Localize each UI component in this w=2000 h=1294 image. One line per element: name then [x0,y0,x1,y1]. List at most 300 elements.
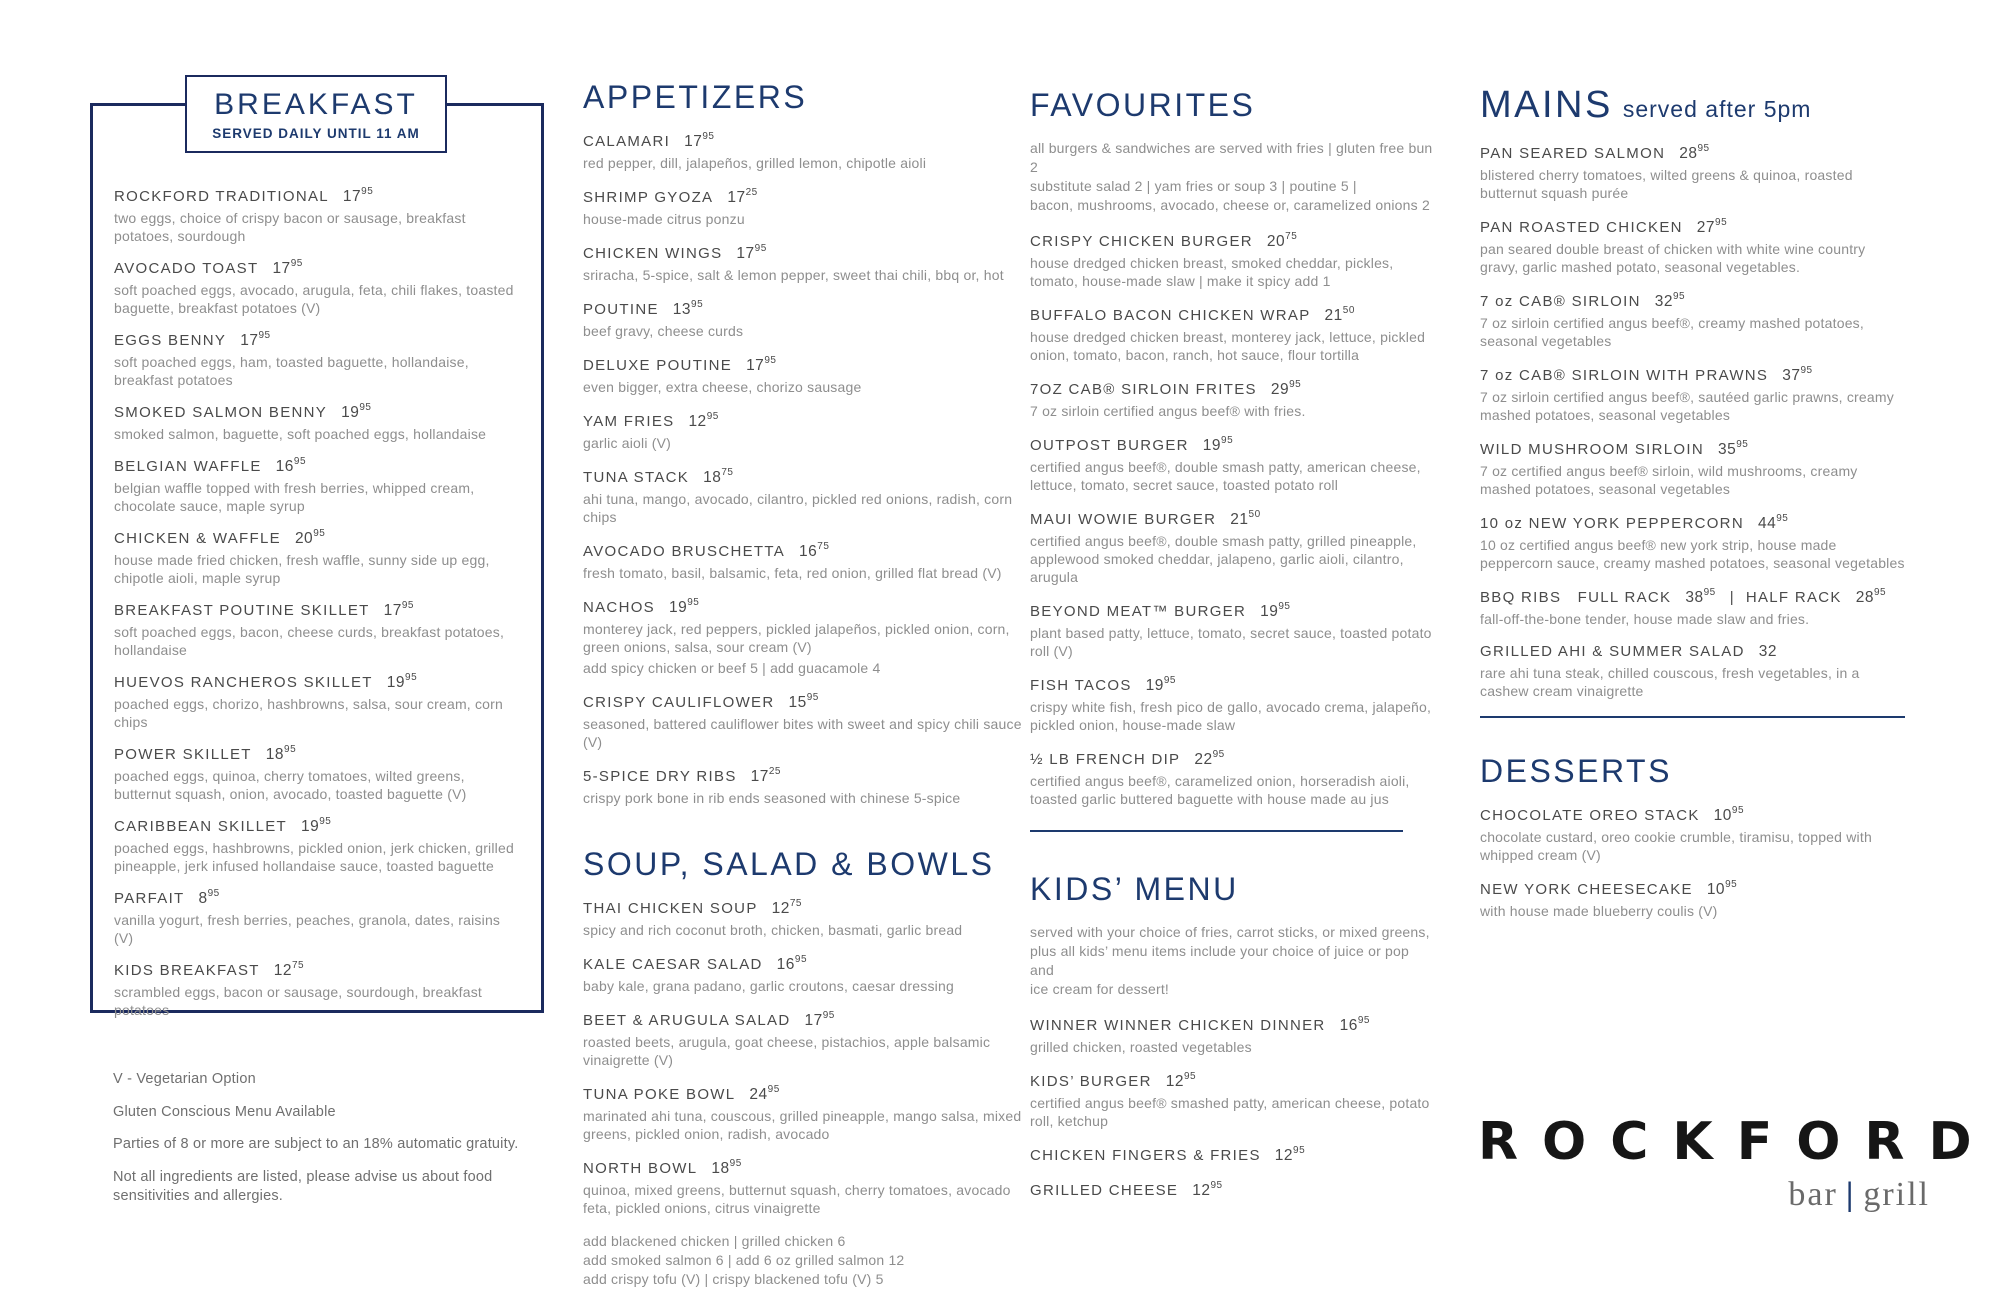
menu-item-description: smoked salmon, baguette, soft poached eggs, hollandaise [114,426,487,442]
menu-item-name: AVOCADO TOAST [114,260,259,277]
menu-item-price: $35^{95}$ [1717,438,1749,458]
menu-item-description: house dredged chicken breast, smoked cheddar, pickles, tomato, house-made slaw | make it spicy add 1 [1030,255,1394,290]
menu-item [1480,439,1905,498]
menu-item-description: 7 oz sirloin certified angus beef®, sautéed garlic prawns, creamy mashed potatoes, seasonal vegetables [1480,388,1894,423]
menu-item-name: BBQ RIBS FULL RACK [1480,588,1672,606]
menu-item-description: house made fried chicken, fresh waffle, sunny side up egg, chipotle aioli, maple syrup [114,552,490,586]
menu-item-price: $12^{95}$ [1274,1145,1306,1165]
menu-item-description: soft poached eggs, bacon, cheese curds, breakfast potatoes, hollandaise [114,624,505,658]
logo-tagline [1478,1176,1930,1214]
menu-item [1480,587,1905,628]
menu-item-name: TUNA STACK [583,469,690,487]
menu-item-name: CHOCOLATE OREO STACK [1480,806,1700,824]
menu-item-price: $44^{95}$ [1757,512,1789,532]
restaurant-logo [1478,1112,1996,1214]
menu-item-price: $22^{95}$ [1194,749,1225,769]
menu-item-name: CHICKEN & WAFFLE [114,530,281,547]
menu-item-description: red pepper, dill, jalapeños, grilled lemon, chipotle aioli [583,155,927,172]
menu-item [114,888,521,947]
menu-item-name: YAM FRIES [583,413,675,431]
menu-item-name: KALE CAESAR SALAD [583,956,763,974]
mains-items [1480,143,1905,700]
logo-tagline-grill: grill [1863,1176,1930,1213]
menu-item-header [1480,879,1905,899]
menu-item-description: house dredged chicken breast, monterey jack, lettuce, pickled onion, tomato, bacon, ranch, hot sauce, flour tortilla [1030,329,1426,364]
menu-item-header [1030,305,1435,325]
menu-item-description: grilled chicken, roasted vegetables [1030,1039,1252,1056]
intro-line: substitute salad 2 | yam fries or soup 3 | poutine 5 | [1030,178,1357,195]
menu-item-description: soft poached eggs, avocado, arugula, feta, chili flakes, toasted baguette, breakfast potatoes (V) [114,282,514,316]
menu-item-header [1480,291,1905,311]
menu-item [1480,365,1905,424]
breakfast-items [93,186,541,1019]
menu-item-name: BREAKFAST POUTINE SKILLET [114,602,370,619]
menu-item-price: $24^{95}$ [749,1084,780,1104]
menu-item-price: $19^{95}$ [668,597,700,617]
menu-item-description: monterey jack, red peppers, pickled jalapeños, pickled onion, corn, green onions, salsa, sour cream (V) [583,621,1010,656]
menu-item [1030,509,1435,586]
menu-item [583,299,1028,340]
soup-salad-bowls-items [583,898,1028,1217]
menu-item-header [583,131,1028,151]
menu-item [583,411,1028,452]
menu-item-name: 7OZ CAB® SIRLOIN FRITES [1030,381,1257,399]
menu-item-name: WILD MUSHROOM SIRLOIN [1480,440,1704,458]
menu-item [114,816,521,875]
menu-item-header [114,600,521,620]
menu-item-price: $16^{95}$ [275,456,307,475]
appetizers-items [583,131,1028,807]
menu-item-description: even bigger, extra cheese, chorizo sausage [583,379,862,396]
footnote: Gluten Conscious Menu Available [113,1103,336,1120]
menu-item [1030,675,1435,734]
menu-item [114,258,521,317]
menu-item [114,402,521,443]
column-favourites-kids [1030,88,1435,1215]
intro-line: served with your choice of fries, carrot sticks, or mixed greens, [1030,924,1430,941]
menu-item [583,1010,1028,1069]
menu-item-name: WINNER WINNER CHICKEN DINNER [1030,1017,1326,1035]
addon-line: add blackened chicken | grilled chicken 6 [583,1233,846,1250]
menu-item-description: vanilla yogurt, fresh berries, peaches, granola, dates, raisins (V) [114,912,501,946]
footnote: Not all ingredients are listed, please advise us about food sensitivities and allergies. [113,1168,493,1205]
menu-item-header [1480,365,1905,385]
menu-item-header [1030,1180,1435,1200]
menu-item-description: rare ahi tuna steak, chilled couscous, fresh vegetables, in a cashew cream vinaigrette [1480,664,1860,699]
menu-item-description-extra: add spicy chicken or beef 5 | add guacamole 4 [583,660,881,677]
menu-item-price: $15^{95}$ [788,692,819,712]
menu-item-price: $19^{95}$ [386,672,418,691]
breakfast-title-box [185,75,447,153]
menu-item-name: EGGS BENNY [114,332,227,349]
menu-item [114,960,521,1019]
menu-item-name: TUNA POKE BOWL [583,1086,736,1104]
appetizers-section [583,80,1028,807]
menu-item [583,766,1028,807]
menu-item-header [583,467,1028,487]
favourites-title: FAVOURITES [1030,87,1256,123]
breakfast-title: BREAKFAST [214,87,418,121]
menu-item-header [1030,1145,1435,1165]
menu-item-header [583,1010,1028,1030]
menu-item-price: $13^{95}$ [672,299,704,319]
mains-section [1480,85,1905,700]
menu-item-name: MAUI WOWIE BURGER [1030,511,1217,529]
menu-item-header [1030,435,1435,455]
appetizers-title: APPETIZERS [583,79,808,115]
favourites-items [1030,231,1435,808]
menu-item-price: $17^{25}$ [727,187,758,207]
menu-item [1030,1015,1435,1056]
menu-item-description: soft poached eggs, ham, toasted baguette, hollandaise, breakfast potatoes [114,354,469,388]
menu-item [1480,879,1905,920]
menu-item-name: CHICKEN WINGS [583,245,723,263]
addon-line: add smoked salmon 6 | add 6 oz grilled salmon 12 [583,1252,905,1269]
menu-item-description: plant based patty, lettuce, tomato, secret sauce, toasted potato roll (V) [1030,625,1432,660]
menu-item-description: two eggs, choice of crispy bacon or sausage, breakfast potatoes, sourdough [114,210,466,244]
menu-item-header [583,954,1028,974]
menu-item-name: PAN ROASTED CHICKEN [1480,218,1683,236]
menu-item-name-secondary: | HALF RACK [1729,588,1842,606]
menu-item-header [1030,1015,1435,1035]
menu-item-price: $17^{95}$ [684,131,715,151]
breakfast-section [90,87,544,1018]
menu-item-name: 10 oz NEW YORK PEPPERCORN [1480,514,1744,532]
menu-item-price: $17^{95}$ [804,1010,835,1030]
menu-item-header [583,299,1028,319]
menu-item [1030,435,1435,494]
menu-item-description: quinoa, mixed greens, butternut squash, cherry tomatoes, avocado feta, pickled onions, citrus vinaigrette [583,1182,1011,1217]
menu-item-header [583,243,1028,263]
menu-item-description: with house made blueberry coulis (V) [1480,902,1718,919]
menu-item-header [114,672,521,692]
menu-item-description: belgian waffle topped with fresh berries, whipped cream, chocolate sauce, maple syrup [114,480,475,514]
menu-item-price: $12^{75}$ [771,898,802,918]
menu-item-header [583,411,1028,431]
menu-item-name: DELUXE POUTINE [583,357,733,375]
menu-item-price: $16^{95}$ [776,954,808,974]
menu-item-header [1480,643,1905,661]
menu-item-header [583,766,1028,786]
menu-item-name: CALAMARI [583,133,671,151]
menu-item-name: NORTH BOWL [583,1160,698,1178]
menu-item-name: POUTINE [583,301,659,319]
menu-item-header [1480,513,1905,533]
menu-item-header [583,1084,1028,1104]
menu-item-name: GRILLED CHEESE [1030,1182,1179,1200]
menu-item [583,187,1028,228]
menu-item-description: poached eggs, chorizo, hashbrowns, salsa, sour cream, corn chips [114,696,504,730]
menu-item [1030,305,1435,364]
menu-item-header [583,898,1028,918]
menu-item-header [114,456,521,476]
intro-line: all burgers & sandwiches are served with fries | gluten free bun 2 [1030,140,1433,176]
menu-item-name: CRISPY CAULIFLOWER [583,694,775,712]
menu-item-name: KIDS’ BURGER [1030,1073,1152,1091]
menu-item [583,898,1028,939]
bowl-addons [583,1232,1028,1289]
addon-line: add crispy tofu (V) | crispy blackened tofu (V) 5 [583,1271,884,1288]
menu-item-header [583,355,1028,375]
menu-item [1030,1071,1435,1130]
footnote: Parties of 8 or more are subject to an 18% automatic gratuity. [113,1136,519,1153]
favourites-section [1030,88,1435,808]
menu-item [583,355,1028,396]
menu-item-description: fall-off-the-bone tender, house made slaw and fries. [1480,610,1810,627]
logo-wordmark: ROCKFORD [1478,1112,1996,1172]
menu-item-name: FISH TACOS [1030,677,1132,695]
favourites-intro [1030,139,1435,215]
menu-item-description: chocolate custard, oreo cookie crumble, tiramisu, topped with whipped cream (V) [1480,828,1872,863]
menu-item [1480,143,1905,202]
menu-item-name: 5-SPICE DRY RIBS [583,768,737,786]
menu-item-price: $19^{95}$ [1145,675,1176,695]
menu-item-description: baby kale, grana padano, garlic croutons, caesar dressing [583,978,954,995]
menu-item-price: $12^{95}$ [688,411,719,431]
menu-item-name: CRISPY CHICKEN BURGER [1030,233,1253,251]
menu-item-name: BELGIAN WAFFLE [114,458,262,475]
menu-item [583,467,1028,526]
menu-item-header [114,816,521,836]
menu-item-price: $16^{95}$ [1339,1015,1370,1035]
menu-item-name: PAN SEARED SALMON [1480,144,1666,162]
menu-item-header [114,744,521,764]
menu-item [114,330,521,389]
menu-item-header [583,597,1028,617]
menu-item-header [114,258,521,278]
menu-item-price: $8^{95}$ [198,888,220,907]
menu-item-description: blistered cherry tomatoes, wilted greens & quinoa, roasted butternut squash purée [1480,166,1853,201]
menu-item-header [1480,439,1905,459]
menu-item-price: $12^{75}$ [273,960,305,979]
menu-item-price-secondary: $28^{95}$ [1855,586,1887,606]
menu-item-price: $19^{95}$ [1202,435,1234,455]
menu-item [1480,217,1905,276]
menu-item-header [1030,749,1435,769]
menu-item-description: pan seared double breast of chicken with white wine country gravy, garlic mashed potato, seasonal vegetables. [1480,240,1866,275]
menu-item-price: $10^{95}$ [1706,878,1738,898]
intro-line: bacon, mushrooms, avocado, cheese or, caramelized onions 2 [1030,197,1430,214]
menu-item-name: BEET & ARUGULA SALAD [583,1012,791,1030]
menu-item-description: scrambled eggs, bacon or sausage, sourdough, breakfast potatoes [114,984,483,1018]
menu-item-price: $17^{95}$ [746,355,777,375]
menu-item-price: $18^{95}$ [711,1158,742,1178]
menu-item-header [114,330,521,350]
menu-item-description: ahi tuna, mango, avocado, cilantro, pickled red onions, radish, corn chips [583,491,1013,526]
column-mains-desserts [1480,85,1905,935]
menu-item [114,186,521,245]
menu-item-name: 7 oz CAB® SIRLOIN [1480,292,1641,310]
menu-item-price: $19^{95}$ [301,816,332,835]
menu-item [114,672,521,731]
menu-item [1480,643,1905,700]
intro-line: ice cream for dessert! [1030,981,1169,998]
menu-item-price: $18^{75}$ [703,467,734,487]
mains-title: MAINS [1480,84,1613,126]
menu-item [583,597,1028,677]
menu-item-price: $12^{95}$ [1192,1180,1223,1200]
menu-item [1030,601,1435,660]
menu-item [114,600,521,659]
menu-item-description: roasted beets, arugula, goat cheese, pistachios, apple balsamic vinaigrette (V) [583,1034,991,1069]
menu-item-header [114,402,521,422]
menu-item-description: certified angus beef®, double smash patty, american cheese, lettuce, tomato, secret sauce, toasted potato roll [1030,459,1421,494]
menu-item-description: crispy pork bone in rib ends seasoned with chinese 5-spice [583,790,961,807]
footnote: V - Vegetarian Option [113,1071,256,1087]
menu-item-price: $12^{95}$ [1165,1071,1197,1091]
menu-item-header [1480,143,1905,163]
soup-salad-bowls-section [583,847,1028,1289]
menu-item-name: 7 oz CAB® SIRLOIN WITH PRAWNS [1480,366,1769,384]
menu-item [583,541,1028,582]
menu-item-price: $17^{95}$ [240,330,271,349]
menu-item-price: $17^{95}$ [383,600,414,619]
menu-item-description: 7 oz sirloin certified angus beef® with fries. [1030,403,1306,420]
menu-item-price: $28^{95}$ [1679,142,1710,162]
menu-item-header [114,960,521,980]
menu-item-price: $27^{95}$ [1696,216,1728,236]
menu-item-name: THAI CHICKEN SOUP [583,900,758,918]
menu-item-header [1030,675,1435,695]
menu-item-price: 32 [1758,642,1777,660]
menu-item-name: SHRIMP GYOZA [583,189,714,207]
menu-item-header [114,186,521,206]
menu-item [114,744,521,803]
menu-item-header [583,187,1028,207]
menu-item-header [583,1158,1028,1178]
menu-item-header [1030,509,1435,529]
menu-item-header [1030,231,1435,251]
menu-item-description: poached eggs, quinoa, cherry tomatoes, wilted greens, butternut squash, onion, avocado, toasted baguette (V) [114,768,467,802]
logo-tagline-bar: bar [1788,1176,1838,1213]
menu-item-name: PARFAIT [114,890,185,907]
menu-item-price: $16^{75}$ [799,541,830,561]
menu-item-header [583,541,1028,561]
menu-item-header [583,692,1028,712]
desserts-items [1480,805,1905,920]
menu-item [1480,291,1905,350]
menu-item-description: certified angus beef® smashed patty, american cheese, potato roll, ketchup [1030,1095,1430,1130]
menu-item-name: CHICKEN FINGERS & FRIES [1030,1147,1261,1165]
menu-item-description: marinated ahi tuna, couscous, grilled pineapple, mango salsa, mixed greens, pickled onion, radish, avocado [583,1108,1022,1143]
menu-item-description: sriracha, 5-spice, salt & lemon pepper, sweet thai chili, bbq or, hot [583,267,1004,284]
menu-item-description: 7 oz certified angus beef® sirloin, wild mushrooms, creamy mashed potatoes, seasonal vegetables [1480,462,1858,497]
mains-desserts-divider [1480,716,1905,718]
menu-item-description: beef gravy, cheese curds [583,323,744,340]
menu-item [1030,749,1435,808]
menu-item-description: spicy and rich coconut broth, chicken, basmati, garlic bread [583,922,963,939]
kids-menu-items [1030,1015,1435,1200]
menu-item-price: $38^{95}$ [1685,586,1716,606]
menu-item-description: house-made citrus ponzu [583,211,745,228]
menu-item-price: $21^{50}$ [1324,305,1355,325]
menu-item-price: $29^{95}$ [1270,379,1302,399]
menu-item-name: HUEVOS RANCHEROS SKILLET [114,674,373,691]
intro-line: plus all kids’ menu items include your choice of juice or pop and [1030,943,1409,979]
menu-item [583,1158,1028,1217]
menu-item-price: $10^{95}$ [1713,804,1745,824]
menu-item-name: BEYOND MEAT™ BURGER [1030,603,1247,621]
menu-item-header [1480,805,1905,825]
menu-item-price: $17^{25}$ [750,766,781,786]
menu-item-name: GRILLED AHI & SUMMER SALAD [1480,642,1745,660]
menu-item [583,692,1028,751]
menu-item-description: poached eggs, hashbrowns, pickled onion, jerk chicken, grilled pineapple, jerk infused hollandaise sauce, toasted baguette [114,840,514,874]
menu-item [1030,1145,1435,1165]
menu-item-price: $21^{50}$ [1230,509,1261,529]
kids-menu-section [1030,872,1435,1200]
menu-item-description: certified angus beef®, double smash patty, grilled pineapple, applewood smoked cheddar, jalapeno, garlic aioli, cilantro, arugula [1030,533,1417,586]
menu-item-name: OUTPOST BURGER [1030,437,1189,455]
menu-item-name: POWER SKILLET [114,746,252,763]
kids-menu-intro [1030,923,1435,999]
mains-subtitle: served after 5pm [1622,96,1812,122]
menu-item-description: 10 oz certified angus beef® new york strip, house made peppercorn sauce, creamy mashed potatoes, seasonal vegetables [1480,536,1905,571]
column-appetizers-soups [583,80,1028,1289]
menu-item [1480,805,1905,864]
menu-item-description: crispy white fish, fresh pico de gallo, avocado crema, jalapeño, pickled onion, house-made slaw [1030,699,1432,734]
kids-menu-title: KIDS’ MENU [1030,871,1239,908]
menu-item-price: $37^{95}$ [1782,364,1813,384]
soup-salad-bowls-title: SOUP, SALAD & BOWLS [583,846,995,883]
menu-item-price: $18^{95}$ [265,744,297,763]
menu-item-price: $19^{95}$ [1260,601,1291,621]
menu-item [1480,513,1905,572]
menu-item-name: NEW YORK CHEESECAKE [1480,880,1693,898]
menu-item-header [114,888,521,908]
menu-item [583,954,1028,995]
desserts-title: DESSERTS [1480,752,1672,789]
menu-item-description: 7 oz sirloin certified angus beef®, creamy mashed potatoes, seasonal vegetables [1480,314,1864,349]
menu-item [583,243,1028,284]
menu-item-header [114,528,521,548]
menu-item-description: certified angus beef®, caramelized onion, horseradish aioli, toasted garlic buttered baguette with house made au jus [1030,773,1410,808]
logo-tagline-divider: | [1845,1176,1856,1213]
menu-item-header [1030,379,1435,399]
menu-item-name: CARIBBEAN SKILLET [114,818,287,835]
menu-item [1030,379,1435,420]
menu-item-price: $20^{75}$ [1266,231,1298,251]
menu-item-name: BUFFALO BACON CHICKEN WRAP [1030,307,1311,325]
menu-item-name: ROCKFORD TRADITIONAL [114,188,329,205]
menu-item-name: AVOCADO BRUSCHETTA [583,543,786,561]
menu-item-price: $17^{95}$ [272,258,303,277]
menu-item-description: fresh tomato, basil, balsamic, feta, red onion, grilled flat bread (V) [583,565,1002,582]
menu-item-header [1480,587,1905,607]
menu-item-price: $17^{95}$ [342,186,374,205]
menu-item-price: $32^{95}$ [1654,290,1686,310]
menu-item-name: NACHOS [583,599,655,617]
favourites-kids-divider [1030,830,1403,832]
menu-item-price: $17^{95}$ [736,243,767,263]
menu-item-description: seasoned, battered cauliflower bites with sweet and spicy chili sauce (V) [583,716,1022,751]
menu-item-description: garlic aioli (V) [583,435,671,452]
menu-item-header [1030,1071,1435,1091]
menu-item [114,528,521,587]
footnotes [113,1070,543,1220]
desserts-section [1480,754,1905,920]
menu-item-header [1030,601,1435,621]
menu-item [114,456,521,515]
menu-item [583,131,1028,172]
menu-item-name: ½ LB FRENCH DIP [1030,751,1181,769]
menu-item [1030,1180,1435,1200]
breakfast-subtitle: SERVED DAILY UNTIL 11 AM [212,125,420,141]
menu-item-price: $19^{95}$ [341,402,372,421]
menu-item-name: SMOKED SALMON BENNY [114,404,328,421]
menu-item [583,1084,1028,1143]
menu-item [1030,231,1435,290]
